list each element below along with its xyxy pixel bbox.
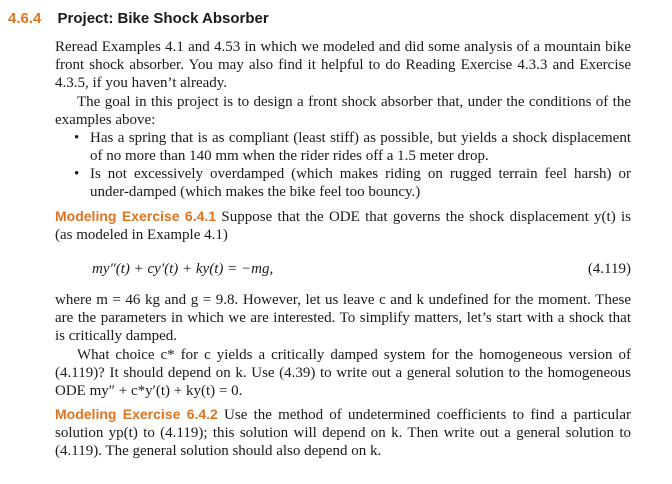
equation-number: (4.119) xyxy=(587,261,631,277)
goal-paragraph: The goal in this project is to design a front shock absorber that, under the conditions of the examples above: xyxy=(55,94,631,128)
exercise-2 xyxy=(55,405,631,460)
exercise-1-text: Suppose that the ODE that governs the shock displacement y(t) is (as modeled in Example 4.1) xyxy=(55,209,632,243)
equation: my″(t) + cy′(t) + ky(t) = −mg, xyxy=(92,261,274,277)
exercise-2-text: Use the method of undetermined coefficients to find a particular solution yp(t) to (4.119); this solution will depend on k. Then write out a general solution to (4.119). The general solution should also depend on k. xyxy=(55,407,632,459)
section-heading xyxy=(8,10,269,28)
list-item-text: Has a spring that is as compliant (least stiff) as possible, but yields a shock displacement of no more than 140 mm when the rider rides off a 1.5 meter drop. xyxy=(90,130,631,164)
bullet-icon: • xyxy=(74,166,80,182)
intro-paragraph: Reread Examples 4.1 and 4.53 in which we modeled and did some analysis of a mountain bike front shock absorber. You may also find it helpful to do Reading Exercise 4.3.3 and Exercise 4.3.5, if you haven’t already. xyxy=(55,39,631,91)
list-item-text: Is not excessively overdamped (which makes riding on rugged terrain feel harsh) or under-damped (which makes the bike feel too bouncy.) xyxy=(90,166,631,200)
exercise-1-label: Modeling Exercise 6.4.1 xyxy=(55,208,217,224)
exercise-2-label: Modeling Exercise 6.4.2 xyxy=(55,406,218,422)
exercise-1 xyxy=(55,207,631,244)
list-item xyxy=(72,165,631,201)
parameters-paragraph: where m = 46 kg and g = 9.8. However, let us leave c and k undefined for the moment. These are the parameters in which we are interested. To simplify matters, let’s start with a shock that is critically damped. xyxy=(55,292,631,344)
bullet-icon: • xyxy=(74,130,80,146)
critical-damping-paragraph: What choice c* for c yields a critically damped system for the homogeneous version of (4.119)? It should depend on k. Use (4.39) to write out a general solution to the homogeneous ODE my″ + c*y′(t) + ky(t) = 0. xyxy=(55,347,631,399)
section-number: 4.6.4 xyxy=(8,10,42,27)
section-title: Project: Bike Shock Absorber xyxy=(57,10,269,27)
list-item xyxy=(72,129,631,165)
requirements-list xyxy=(72,129,631,201)
